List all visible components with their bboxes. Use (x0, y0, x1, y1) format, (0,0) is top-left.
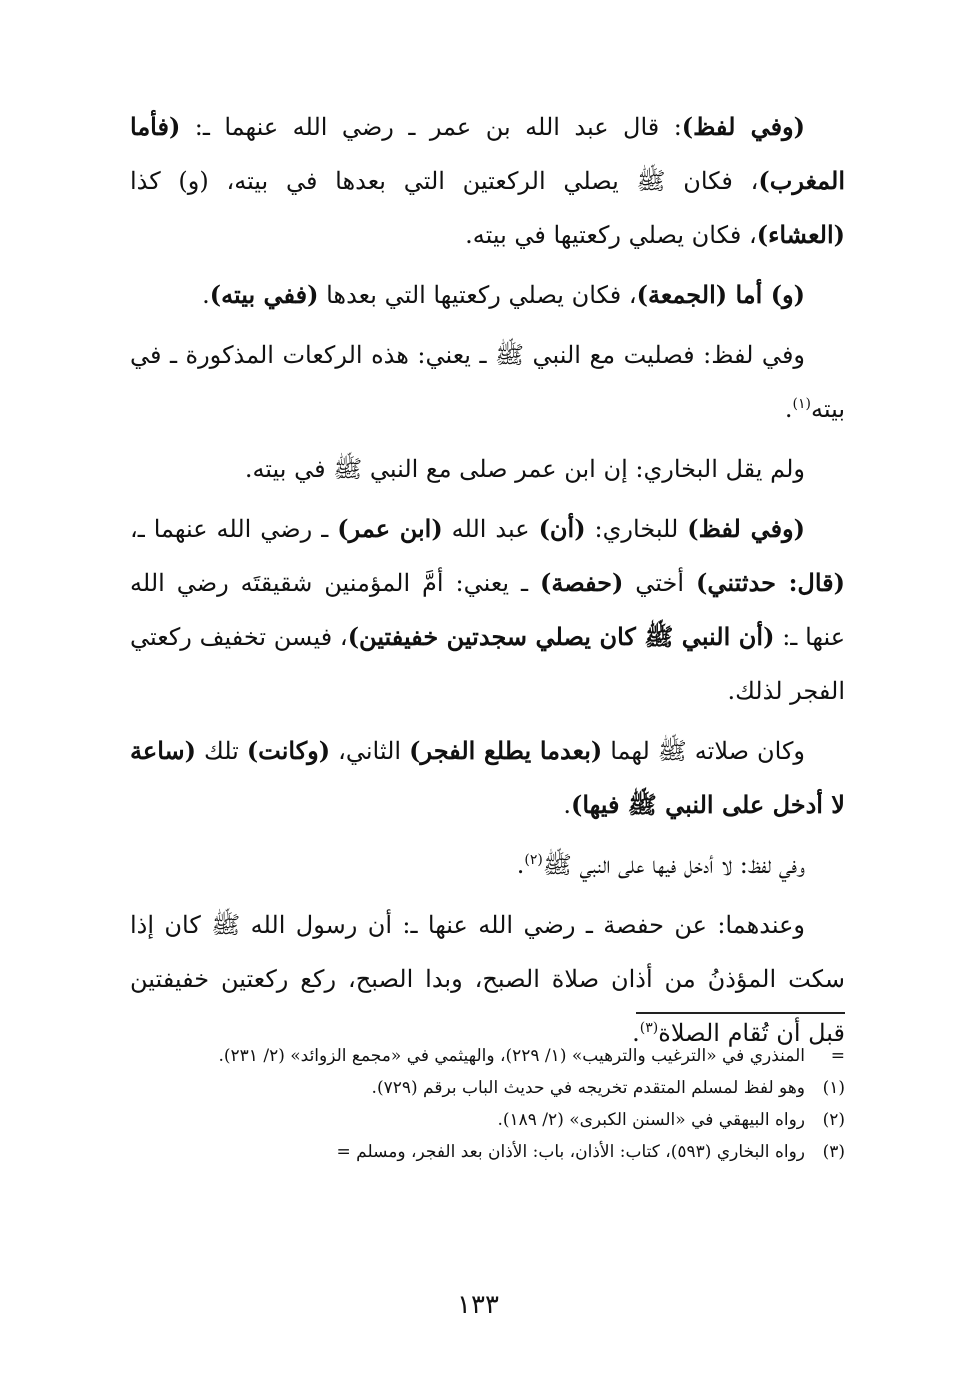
text-run: . (784, 395, 793, 423)
text-run: . (563, 791, 571, 819)
footnote-number: (٣) (822, 1142, 845, 1162)
bold-text: (العشاء) (756, 220, 845, 249)
footnote-number: (١) (822, 1078, 845, 1098)
bold-text: (وكانت) (246, 736, 331, 765)
text-run: ، فكان يصلي ركعتيها التي بعدها (318, 281, 637, 309)
text-run: . (632, 1019, 640, 1047)
paragraph (130, 442, 845, 496)
bold-text: (الجمعة) (636, 280, 728, 309)
footnote-text: المنذري في «الترغيب والترهيب» (١/ ٢٢٩)، والهيثمي في «مجمع الزوائد» (٢/ ٢٣١). (218, 1046, 805, 1066)
text-run: وكان صلاته ﷺ لهما (602, 737, 805, 765)
bold-text: (ابن عمر) (337, 514, 443, 543)
footnotes (130, 1040, 845, 1168)
text-run: للبخاري: (585, 515, 688, 543)
bold-text: (قال: حدثتني) (695, 568, 846, 597)
text-run: ولم يقل البخاري: إن ابن عمر صلى مع النبي ﷺ في بيته. (244, 455, 805, 483)
text-run: أختي (623, 569, 696, 597)
footnote-text: وهو لفظ لمسلم المتقدم تخريجه في حديث الباب برقم (٧٢٩). (371, 1078, 805, 1098)
bold-text: (و) أما (727, 280, 805, 309)
footnote-text: رواه البيهقي في «السنن الكبرى» (٢/ ١٨٩). (497, 1110, 805, 1130)
bold-text: (حفصة) (539, 568, 624, 597)
text-run: عبد الله (442, 515, 539, 543)
bold-text: (ففي بيته) (209, 280, 319, 309)
footnote-ref: (٣) (639, 1020, 659, 1036)
paragraph (130, 898, 845, 1060)
bold-text: (وفي لفظ) (687, 514, 805, 543)
bold-text: (فأما المغرب) (130, 112, 845, 195)
footnote (130, 1072, 845, 1104)
footnote-ref: (٢) (524, 852, 543, 868)
footnote-separator (636, 1012, 845, 1014)
bold-text: (ساعة لا أدخل على النبي ﷺ فيها) (130, 736, 845, 819)
text-run: الثاني، (330, 737, 410, 765)
paragraph (130, 268, 845, 322)
footnote-number: (٢) (822, 1110, 845, 1130)
footnote (130, 1104, 845, 1136)
footnote-ref: (١) (792, 396, 811, 412)
text-run: وفي لفظ: فصليت مع النبي ﷺ ـ يعني: هذه الركعات المذكورة ـ في بيته (130, 341, 845, 423)
text-run: : قال عبد الله بن عمر ـ رضي الله عنهما ـ: (180, 113, 682, 141)
text-run: وفي لفظ: لا أدخل فيها على النبي ﷺ (542, 851, 805, 879)
paragraph (130, 724, 845, 832)
bold-text: (أن) (538, 514, 586, 543)
footnote (130, 1040, 845, 1072)
text-run: تلك (195, 737, 247, 765)
page-number: ١٣٣ (457, 1290, 499, 1320)
text-run: ، فكان ﷺ يصلي الركعتين التي بعدها في بيته، (و) كذا (130, 167, 759, 195)
paragraph (130, 100, 845, 262)
paragraph (130, 328, 845, 436)
bold-text: (بعدما يطلع الفجر) (409, 736, 603, 765)
text-run: ـ يعني: أمَّ المؤمنين شقيقتَه رضي الله عنها ـ: (130, 569, 846, 651)
bold-text: (وفي لفظ) (681, 112, 805, 141)
paragraph (130, 838, 845, 892)
main-text (130, 100, 845, 1060)
text-run: . (516, 851, 525, 879)
text-run: وعندهما: عن حفصة ـ رضي الله عنها ـ: أن رسول الله ﷺ كان إذا سكت المؤذنُ من أذان صلاة الصبح، وبدا الصبح، ركع ركعتين خفيفتين قبل أن تُقام الصلاة (130, 911, 845, 1047)
bold-text: (أن النبي ﷺ كان يصلي سجدتين خفيفتين) (347, 622, 775, 651)
text-run: ـ رضي الله عنهما ـ، (130, 515, 338, 543)
text-run: ، فيسن تخفيف ركعتي الفجر لذلك. (130, 623, 845, 705)
footnote-number: = (830, 1046, 845, 1066)
footnote-text: رواه البخاري (٥٩٣)، كتاب: الأذان، باب: الأذان بعد الفجر، ومسلم = (336, 1142, 805, 1162)
footnote (130, 1136, 845, 1168)
paragraph (130, 502, 845, 718)
text-run: ، فكان يصلي ركعتيها في بيته. (465, 221, 757, 249)
text-run: . (202, 281, 210, 309)
